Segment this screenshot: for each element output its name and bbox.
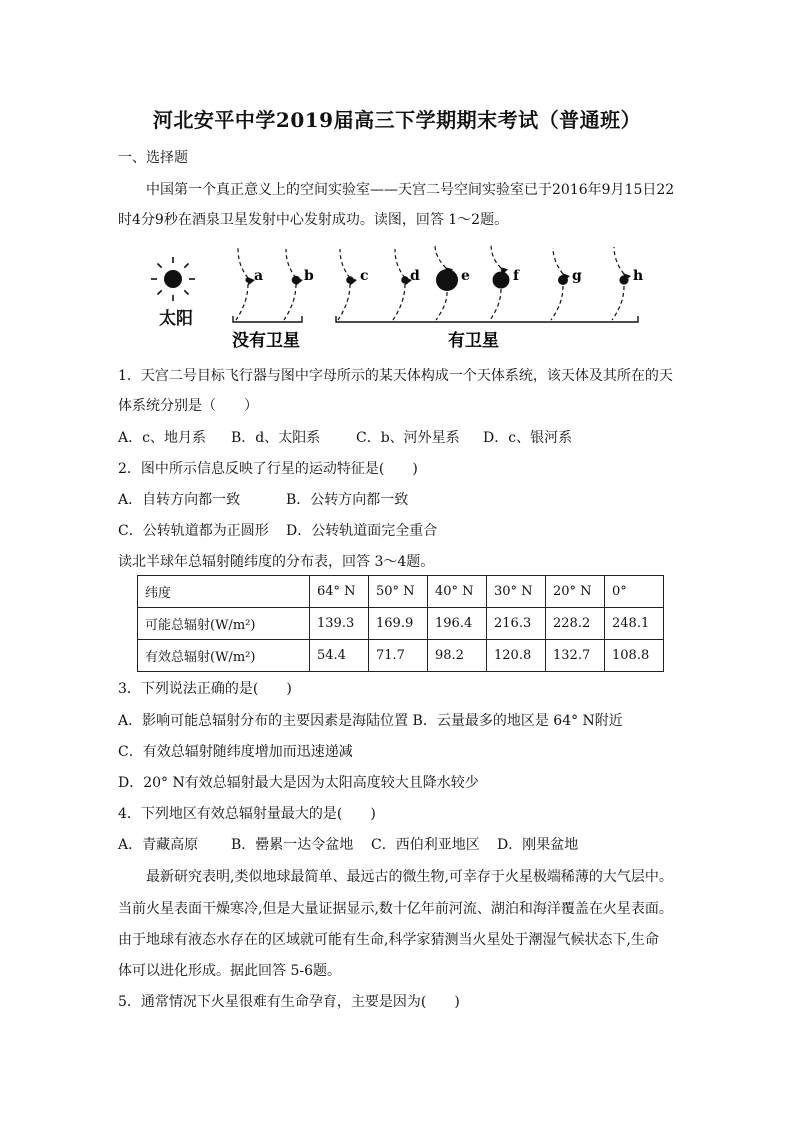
- planet-orbit-a: [236, 248, 263, 320]
- label-no-satellite: 没有卫星: [232, 331, 300, 351]
- q1-option-d: D．c、银河系: [483, 430, 573, 446]
- table-header-cell: 40° N: [428, 576, 487, 608]
- bracket-no-satellite: [233, 316, 302, 322]
- q4-option-c: C．西伯利亚地区: [371, 837, 480, 853]
- q1-stem-line1: 1．天宫二号目标飞行器与图中字母所示的某天体构成一个天体系统，该天体及其所在的天: [118, 368, 673, 384]
- planet-orbit-h: [612, 247, 643, 320]
- q1-stem-line2: 体系统分别是（ ）: [118, 398, 258, 414]
- planet-label-b: b: [304, 268, 314, 284]
- table-header-cell: 50° N: [369, 576, 428, 608]
- q3-option-d: D．20° N有效总辐射最大是因为太阳高度较大且降水较少: [118, 775, 479, 791]
- q1-option-b: B．d、太阳系: [231, 430, 321, 446]
- intro3-line4: 体可以进化形成。据此回答 5-6题。: [118, 963, 341, 979]
- q3-option-c: C．有效总辐射随纬度增加而迅速递减: [118, 744, 353, 760]
- table-row: [138, 640, 664, 672]
- planet-orbit-e: [435, 245, 470, 320]
- intro1-line2: 时4分9秒在酒泉卫星发射中心发射成功。读图，回答 1～2题。: [118, 212, 509, 228]
- table-cell: 98.2: [428, 640, 487, 672]
- table-cell: 216.3: [487, 608, 546, 640]
- radiation-table: [137, 575, 664, 672]
- q4-option-b: B．罍累一达令盆地: [231, 837, 354, 853]
- planet-label-g: g: [572, 268, 582, 284]
- q2-option-a: A．自转方向都一致: [118, 492, 241, 508]
- table-cell: 120.8: [487, 640, 546, 672]
- page-title: 河北安平中学2019届高三下学期期末考试（普通班）: [152, 108, 642, 132]
- planet-label-d: d: [410, 268, 420, 284]
- table-row: [138, 608, 664, 640]
- planet-label-f: f: [513, 268, 520, 284]
- table-cell: 可能总辐射(W/m²): [138, 608, 310, 640]
- q3-stem: 3．下列说法正确的是( ): [118, 681, 292, 697]
- intro3-line2: 当前火星表面干燥寒冷,但是大量证据显示,数十亿年前河流、湖泊和海洋覆盖在火星表面。: [118, 901, 673, 917]
- planet-orbit-g: [551, 248, 582, 320]
- planet-label-h: h: [633, 268, 644, 284]
- intro1-line1: 中国第一个真正意义上的空间实验室——天宫二号空间实验室已于2016年9月15日22: [146, 182, 675, 198]
- q2-option-c: C．公转轨道都为正圆形: [118, 523, 269, 539]
- table-cell: 228.2: [546, 608, 605, 640]
- intro3-line1: 最新研究表明,类似地球最简单、最远古的微生物,可幸存于火星极端稀薄的大气层中。: [146, 869, 673, 885]
- planet-orbit-d: [393, 249, 420, 320]
- q2-option-b: B．公转方向都一致: [286, 492, 409, 508]
- planet-label-a: a: [254, 268, 264, 284]
- table-cell: 139.3: [310, 608, 369, 640]
- table-header-cell: 纬度: [138, 576, 310, 608]
- table-cell: 108.8: [605, 640, 664, 672]
- planet-orbit-f: [490, 243, 520, 320]
- q3-option-ab: A．影响可能总辐射分布的主要因素是海陆位置 B．云量最多的地区是 64° N附近: [118, 713, 623, 729]
- table-cell: 54.4: [310, 640, 369, 672]
- table-cell: 71.7: [369, 640, 428, 672]
- q4-option-a: A．青藏高原: [118, 837, 199, 853]
- planet-orbit-c: [338, 249, 369, 320]
- table-cell: 248.1: [605, 608, 664, 640]
- q4-option-d: D．刚果盆地: [497, 837, 579, 853]
- q4-stem: 4．下列地区有效总辐射量最大的是( ): [118, 806, 376, 822]
- table-header-cell: 20° N: [546, 576, 605, 608]
- q5-stem: 5．通常情况下火星很难有生命孕育，主要是因为( ): [118, 994, 460, 1010]
- intro3-line3: 由于地球有液态水存在的区域就可能有生命,科学家猜测当火星处于潮湿气候状态下,生命: [118, 932, 659, 948]
- solar-system-diagram: [140, 236, 670, 354]
- q1-option-c: C．b、河外星系: [356, 430, 460, 446]
- table-cell: 有效总辐射(W/m²): [138, 640, 310, 672]
- bracket-with-satellite: [336, 316, 638, 322]
- planet-orbit-b: [284, 249, 314, 320]
- section-heading: 一、选择题: [118, 150, 188, 166]
- sun-icon: [151, 257, 195, 301]
- table-cell: 132.7: [546, 640, 605, 672]
- table-header-row: [138, 576, 664, 608]
- sun-label: 太阳: [159, 309, 193, 329]
- q2-option-d: D．公转轨道面完全重合: [286, 523, 438, 539]
- table-cell: 169.9: [369, 608, 428, 640]
- table-header-cell: 0°: [605, 576, 664, 608]
- q1-option-a: A．c、地月系: [118, 430, 206, 446]
- table-header-cell: 64° N: [310, 576, 369, 608]
- q2-stem: 2．图中所示信息反映了行星的运动特征是( ): [118, 461, 418, 477]
- intro2: 读北半球年总辐射随纬度的分布表，回答 3～4题。: [118, 554, 435, 570]
- planet-label-e: e: [461, 268, 470, 284]
- label-with-satellite: 有卫星: [448, 331, 499, 351]
- planet-label-c: c: [360, 268, 369, 284]
- table-header-cell: 30° N: [487, 576, 546, 608]
- table-cell: 196.4: [428, 608, 487, 640]
